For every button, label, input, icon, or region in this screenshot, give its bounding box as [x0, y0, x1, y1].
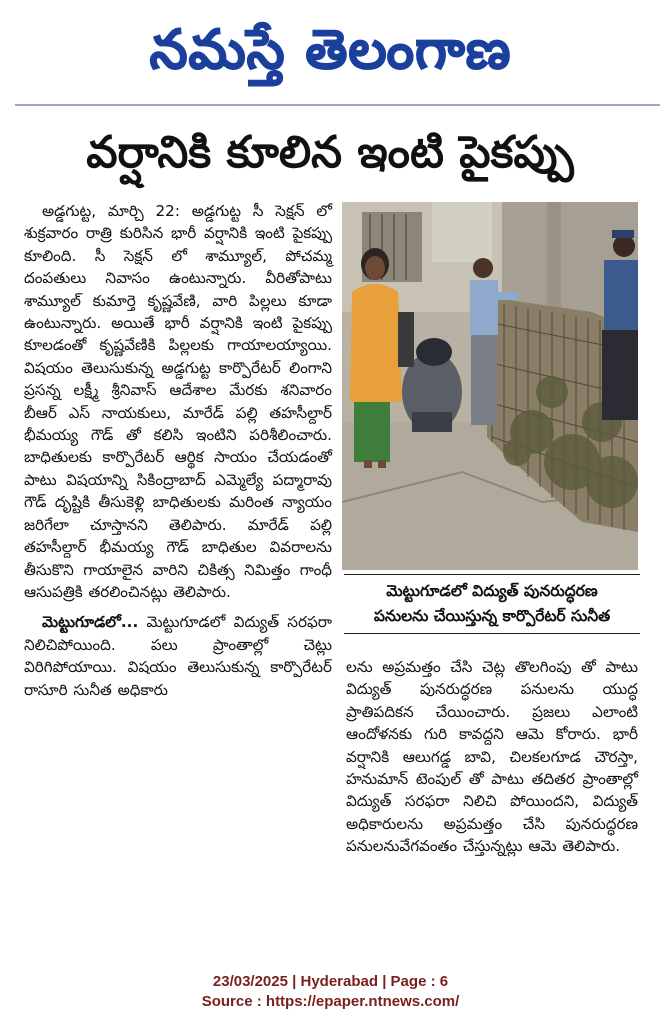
paragraph-lead: మెట్టుగూడలో...: [42, 613, 139, 632]
article-paragraph-1: అడ్డగుట్ట, మార్చి 22: అడ్డగుట్ట సీ సెక్షన్ లో శుక్రవారం రాత్రి కురిసిన భారీ వర్షానికి ఇంటి పైకప్పు కూలింది. సీ సెక్షన్ లో శామ్యూల్, పోచమ్మ దంపతులు నివాసం ఉంటున్నారు. వీరితోపాటు శామ్యూల్ కుమార్తె కృష్ణవేణి, వారి పిల్లలు కూడా ఉంటున్నారు. అయితే భారీ వర్షానికి ఇంటి పైకప్పు కూలడంతో కృష్ణవేణికి పిల్లలకు గాయాలయ్యాయి. విషయం తెలుసుకున్న అడ్డగుట్ట కార్పొరేటర్ లింగాని ప్రసన్న లక్ష్మీ శ్రీనివాస్ ఆదేశాల మేరకు శనివారం బీఆర్ ఎస్ నాయకులు, మారేడ్ పల్లి తహసీల్దార్ భీమయ్య గౌడ్ తో కలిసి ఇంటిని పరిశీలించారు. బాధితులకు కార్పొరేటర్ ఆర్థిక సాయం చేయడంతో పాటు విషయాన్ని సికింద్రాబాద్ ఎమ్మెల్యే పద్మారావు గౌడ్ దృష్టికి తీసుకెళ్లి బాధితులకు మరింత న్యాయం జరిగేలా చూస్తానని తెలిపారు. మారేడ్ పల్లి తహసీల్దార్ భీమయ్య గౌడ్ బాధితుల వివరాలను తీసుకొని గాయాలైన వారిని చికిత్స నిమిత్తం గాంధీ ఆసుపత్రికి తరలించినట్లు తెలిపారు.: [24, 202, 332, 601]
article-right-column: [346, 656, 638, 858]
article-paragraph-2: [24, 611, 332, 701]
article-left-column: [24, 200, 332, 709]
masthead-logo: నమస్తే తెలంగాణ: [149, 18, 512, 81]
photo-caption: [344, 574, 640, 634]
article-headline: వర్షానికి కూలిన ఇంటి పైకప్పు: [86, 127, 574, 178]
news-photo: [342, 202, 638, 570]
article-continuation: లను అప్రమత్తం చేసి చెట్ల తొలగింపు తో పాటు విద్యుత్ పునరుద్ధరణ పనులను యుద్ధ ప్రాతిపదికన చేయించారు. ప్రజలు ఎలాంటి ఆందోళనకు గురి కావద్దని ఆమె కోరారు. భారీ వర్షానికి ఆలుగడ్డ బావి, చిలకలగూడ చౌరస్తా, హనుమాన్ టెంపుల్ తో పాటు తదితర ప్రాంతాల్లో విద్యుత్ సరఫరా నిలిచి పోయిందని, విద్యుత్ అధికారులను అప్రమత్తం చేసి పునరుద్ధరణ పనులనువేగవంతం చేస్తున్నట్లు ఆమె తెలిపారు.: [346, 658, 638, 856]
caption-line-1: మెట్టుగూడలో విద్యుత్ పునరుద్ధరణ: [386, 582, 598, 600]
masthead-divider: [15, 104, 660, 106]
footer-dateline: 23/03/2025 | Hyderabad | Page : 6: [212, 973, 449, 990]
page-footer: [0, 972, 661, 1012]
caption-line-2: పనులను చేయిస్తున్న కార్పొరేటర్ సునీత: [373, 607, 611, 625]
paragraph-body: మెట్టుగూడలో విద్యుత్ సరఫరా నిలిచిపోయింది. పలు ప్రాంతాల్లో చెట్లు విరిగిపోయాయి. విషయం తెలుసుకున్న కార్పొరేటర్ రాసూరి సునీత అధికారు: [24, 613, 332, 699]
footer-source: Source : https://epaper.ntnews.com/: [201, 993, 460, 1010]
masthead: [0, 4, 661, 96]
